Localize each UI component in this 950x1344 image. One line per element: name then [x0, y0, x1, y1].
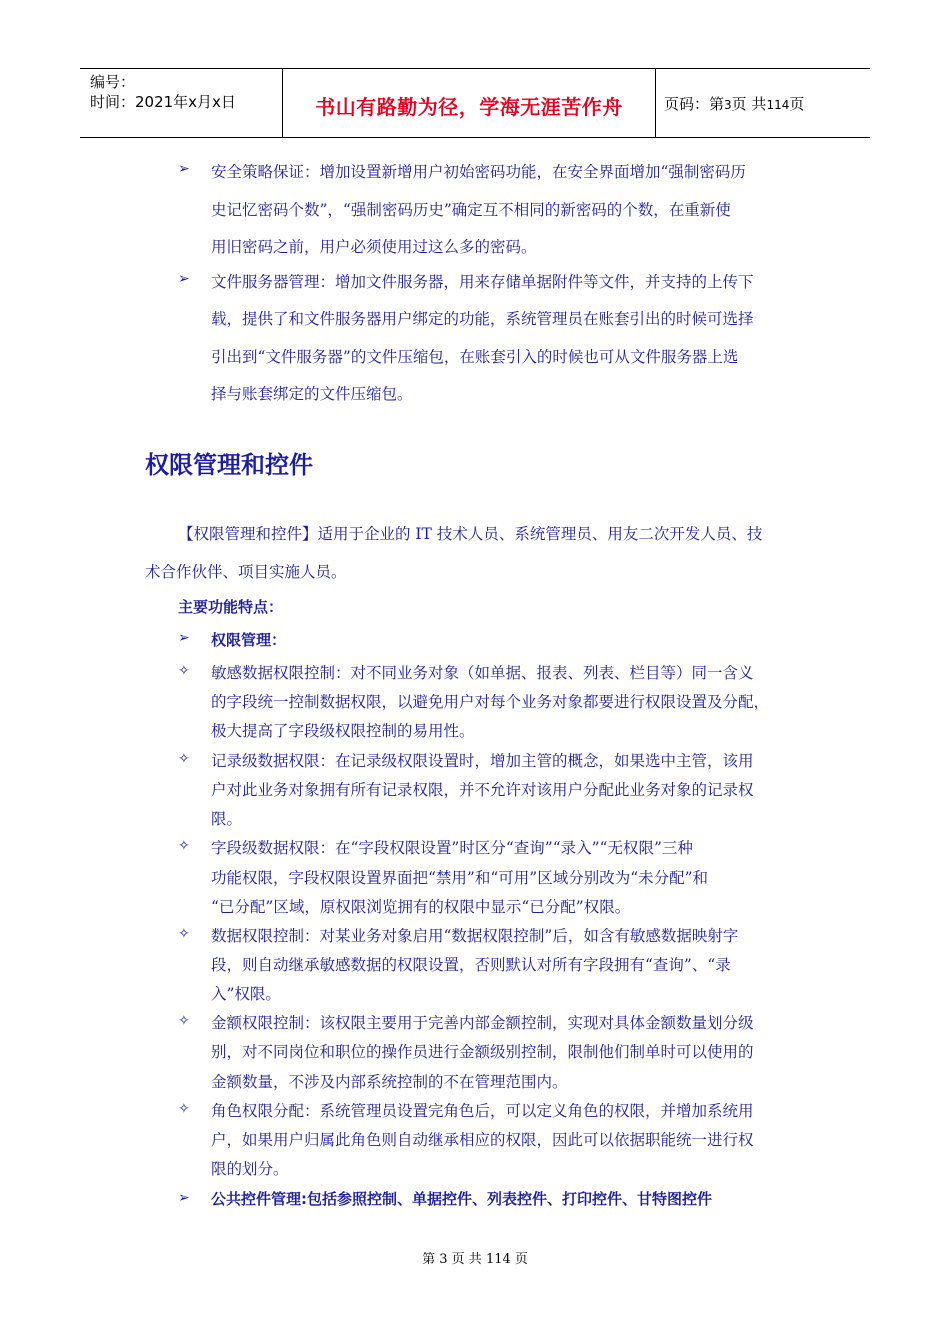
- paragraph-line: 字段级数据权限：在“字段权限设置”时区分“查询”“录入”“无权限”三种: [211, 839, 693, 857]
- paragraph-line: 择与账套绑定的文件压缩包。: [211, 385, 413, 403]
- paragraph-line: 敏感数据权限控制：对不同业务对象（如单据、报表、列表、栏目等）同一含义: [211, 664, 754, 682]
- paragraph-line: 极大提高了字段级权限控制的易用性。: [211, 722, 475, 740]
- arrow-bullet-icon: ➢: [178, 630, 190, 646]
- diamond-bullet-icon: ✧: [178, 1013, 190, 1029]
- paragraph-line: 角色权限分配：系统管理员设置完角色后，可以定义角色的权限，并增加系统用: [211, 1102, 754, 1120]
- paragraph-line: 户，如果用户归属此角色则自动继承相应的权限，因此可以依据职能统一进行权: [211, 1131, 754, 1149]
- diamond-bullet-icon: ✧: [178, 751, 190, 767]
- paragraph-line: 数据权限控制：对某业务对象启用“数据权限控制”后，如含有敏感数据映射字: [211, 927, 739, 945]
- header-motto-cell: [282, 69, 656, 137]
- features-heading: 主要功能特点：: [178, 598, 284, 616]
- diamond-bullet-icon: ✧: [178, 838, 190, 854]
- page-footer: 第 3 页 共 114 页: [422, 1252, 528, 1267]
- diamond-bullet-icon: ✧: [178, 926, 190, 942]
- document-time-label: 时间：2021年x月x日: [90, 93, 236, 111]
- paragraph-line: 安全策略保证：增加设置新增用户初始密码功能，在安全界面增加“强制密码历: [211, 163, 746, 181]
- paragraph-line: 限。: [211, 810, 243, 828]
- paragraph-line: 户对此业务对象拥有所有记录权限，并不允许对该用户分配此业务对象的记录权: [211, 781, 754, 799]
- intro-line: 【权限管理和控件】适用于企业的 IT 技术人员、系统管理员、用友二次开发人员、技: [178, 525, 763, 543]
- paragraph-line: “已分配”区域，原权限浏览拥有的权限中显示“已分配”权限。: [211, 898, 631, 916]
- controls-heading: 公共控件管理:包括参照控制、单据控件、列表控件、打印控件、甘特图控件: [211, 1190, 713, 1208]
- header-page-cell: [656, 69, 870, 137]
- paragraph-line: 入”权限。: [211, 985, 281, 1003]
- paragraph-line: 用旧密码之前，用户必须使用过这么多的密码。: [211, 238, 537, 256]
- arrow-bullet-icon: ➢: [178, 271, 190, 287]
- page-header: [80, 68, 870, 138]
- paragraph-line: 别，对不同岗位和职位的操作员进行金额级别控制，限制他们制单时可以使用的: [211, 1043, 754, 1061]
- paragraph-line: 载，提供了和文件服务器用户绑定的功能，系统管理员在账套引出的时候可选择: [211, 310, 754, 328]
- paragraph-line: 功能权限，字段权限设置界面把“禁用”和“可用”区域分别改为“未分配”和: [211, 869, 709, 887]
- paragraph-line: 金额权限控制：该权限主要用于完善内部金额控制，实现对具体金额数量划分级: [211, 1014, 754, 1032]
- paragraph-line: 记录级数据权限：在记录级权限设置时，增加主管的概念，如果选中主管，该用: [211, 752, 754, 770]
- paragraph-line: 金额数量，不涉及内部系统控制的不在管理范围内。: [211, 1073, 568, 1091]
- intro-line: 术合作伙伴、项目实施人员。: [145, 563, 347, 581]
- paragraph-line: 段，则自动继承敏感数据的权限设置，否则默认对所有字段拥有“查询”、“录: [211, 956, 731, 974]
- header-page-number: 页码：第3页 共114页: [664, 95, 805, 113]
- paragraph-line: 引出到“文件服务器”的文件压缩包，在账套引入的时候也可从文件服务器上选: [211, 348, 739, 366]
- diamond-bullet-icon: ✧: [178, 663, 190, 679]
- header-motto: 书山有路勤为径，学海无涯苦作舟: [315, 95, 623, 119]
- header-info-cell: [80, 69, 282, 137]
- document-number-label: 编号：: [90, 73, 136, 91]
- arrow-bullet-icon: ➢: [178, 161, 190, 177]
- permission-heading: 权限管理：: [211, 631, 287, 649]
- diamond-bullet-icon: ✧: [178, 1101, 190, 1117]
- paragraph-line: 文件服务器管理：增加文件服务器，用来存储单据附件等文件，并支持的上传下: [211, 273, 754, 291]
- section-title: 权限管理和控件: [145, 451, 313, 479]
- paragraph-line: 限的划分。: [211, 1160, 289, 1178]
- paragraph-line: 的字段统一控制数据权限，以避免用户对每个业务对象都要进行权限设置及分配，: [211, 693, 770, 711]
- paragraph-line: 史记忆密码个数”，“强制密码历史”确定互不相同的新密码的个数，在重新使: [211, 201, 731, 219]
- arrow-bullet-icon: ➢: [178, 1190, 190, 1206]
